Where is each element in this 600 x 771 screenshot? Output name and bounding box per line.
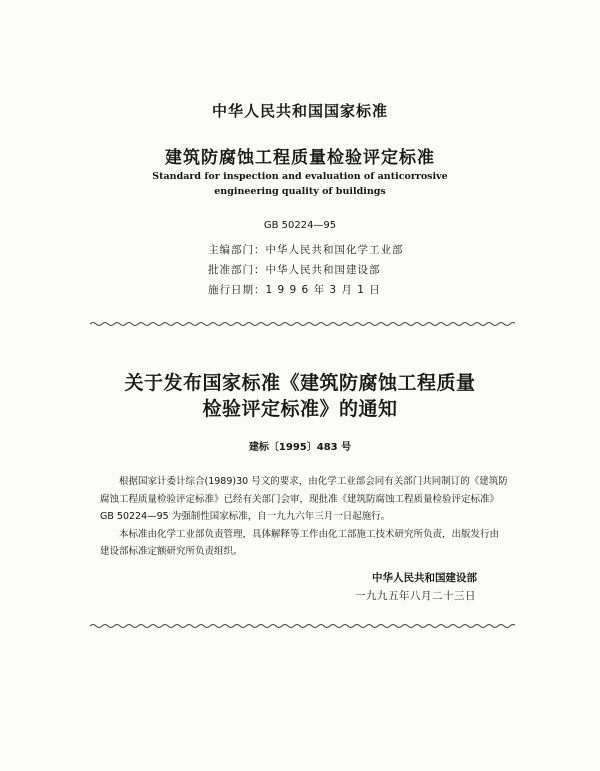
editor-line: 主编部门：中华人民共和国化学工业部	[208, 244, 404, 256]
title-en-line2: engineering quality of buildings	[214, 186, 386, 197]
notice-title-line2: 检验评定标准》的通知	[202, 398, 398, 420]
issue-date: 一九九五年八月二十三日	[355, 590, 476, 602]
notice-body	[100, 473, 508, 561]
issuer: 中华人民共和国建设部	[372, 572, 477, 584]
notice-paragraph-1: 根据国家计委计综合(1989)30 号文的要求，由化学工业部会同有关部门共同制订的《建筑防腐蚀工程质量检验评定标准》已经有关部门会审，现批准《建筑防腐蚀工程质量检验评定标准》GB 50224—95 为强制性国家标准，自一九九六年三月一日起施行。	[100, 476, 508, 522]
standard-title-cn: 建筑防腐蚀工程质量检验评定标准	[165, 148, 435, 168]
standard-title-en	[0, 169, 600, 199]
effective-date-line: 施行日期：1 9 9 6 年 3 月 1 日	[208, 284, 381, 296]
title-en-line1: Standard for inspection and evaluation of anticorrosive	[152, 171, 448, 182]
notice-paragraph-2: 本标准由化学工业部负责管理，具体解释等工作由化工部施工技术研究所负责，出版发行由建设部标准定额研究所负责组织。	[100, 528, 500, 557]
standard-code: GB 50224—95	[263, 220, 337, 231]
approver-line: 批准部门：中华人民共和国建设部	[208, 264, 381, 276]
divider-bottom	[90, 622, 515, 630]
notice-title-line1: 关于发布国家标准《建筑防腐蚀工程质量	[124, 372, 476, 394]
national-standard-heading: 中华人民共和国国家标准	[211, 102, 388, 120]
notice-title	[0, 370, 600, 422]
document-number: 建标〔1995〕483 号	[248, 442, 352, 453]
meta-block	[208, 240, 404, 300]
divider-top	[90, 320, 515, 328]
